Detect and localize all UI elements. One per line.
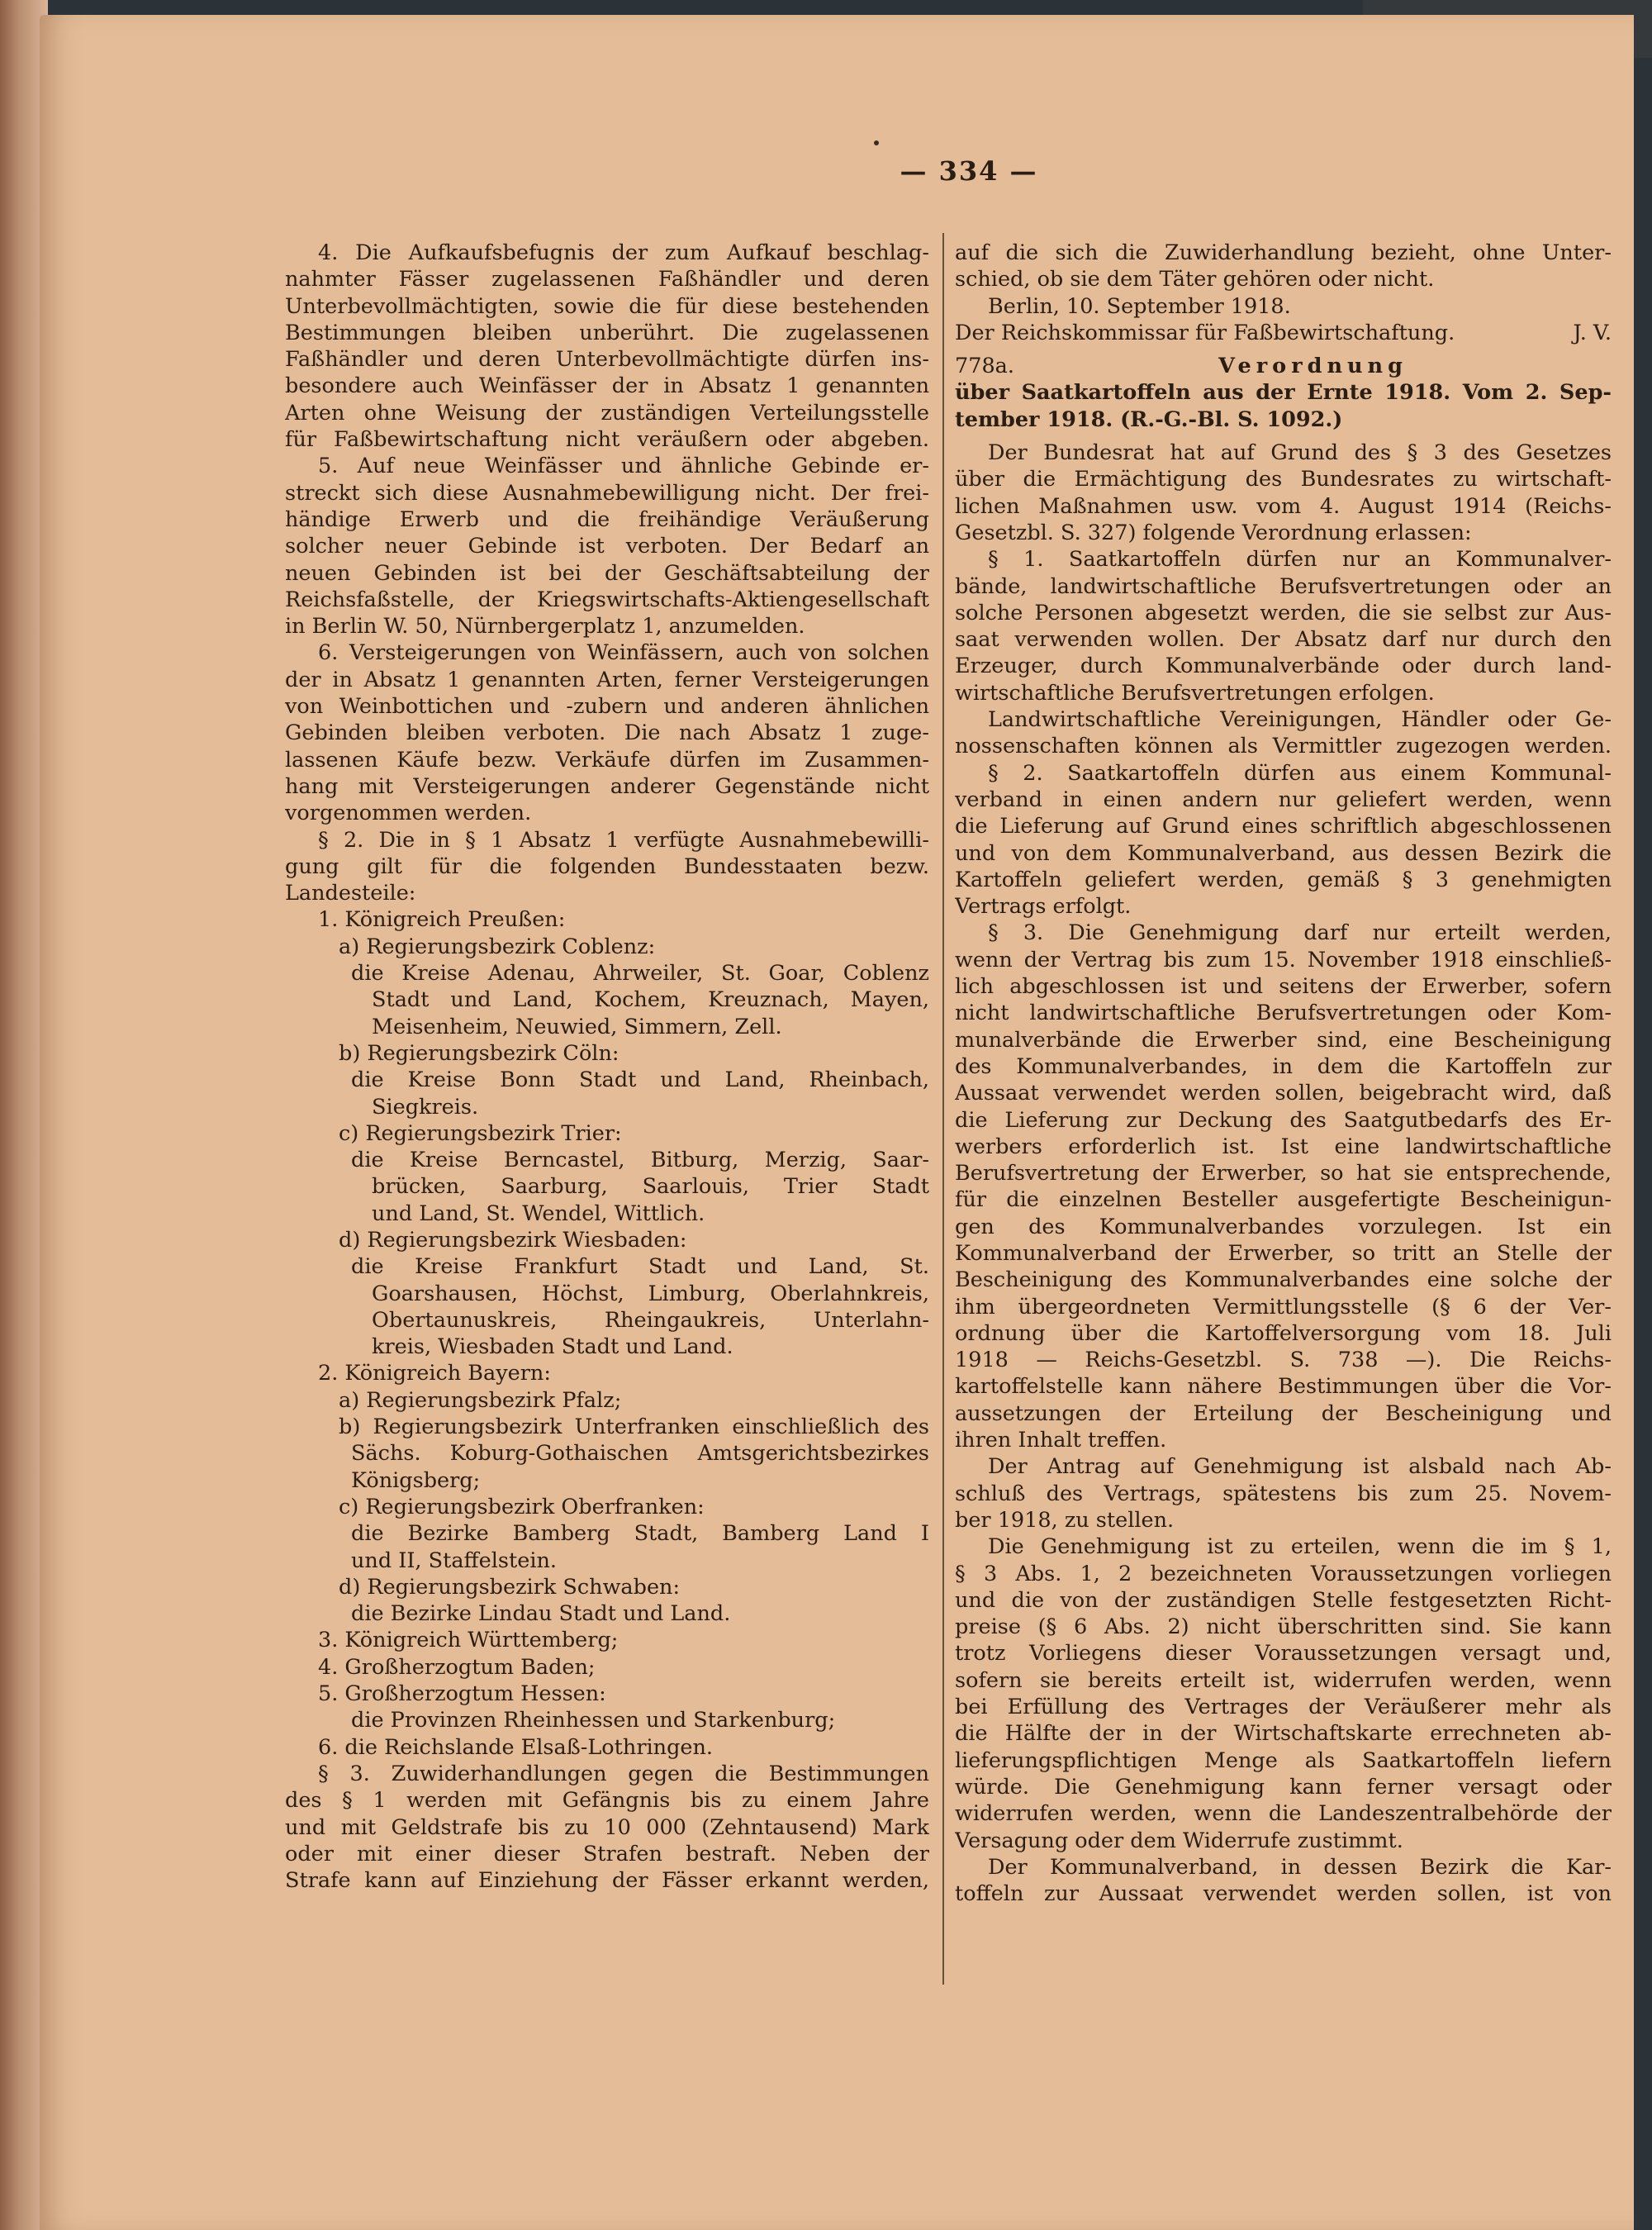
text-line: Faßhändler und deren Unterbevollmächtigte dürfen ins- [285,347,929,373]
text-line: Arten ohne Weisung der zuständigen Verteilungsstelle [285,400,929,426]
text-line: Siegkreis. [372,1094,479,1120]
text-line: wirtschaftliche Berufsvertretungen erfolgen. [955,680,1435,706]
text-line: des § 1 werden mit Gefängnis bis zu einem Jahre [285,1788,929,1814]
text-line: toffeln zur Aussaat verwendet werden sollen, ist von [955,1881,1612,1907]
text-line: über die Ermächtigung des Bundesrates zu wirtschaft- [955,467,1612,492]
list-heading: 5. Großherzogtum Hessen: [318,1681,606,1707]
text-line: die Kreise Bonn Stadt und Land, Rheinbach, [351,1067,929,1093]
text-line: in Berlin W. 50, Nürnbergerplatz 1, anzumelden. [285,614,805,640]
text-line: Königsberg; [351,1467,481,1493]
column-divider [942,233,944,1985]
text-line: des Kommunalverbandes, in dem die Kartoffeln zur [955,1053,1612,1079]
text-line: brücken, Saarburg, Saarlouis, Trier Stadt [372,1174,929,1200]
text-line: auf die sich die Zuwiderhandlung bezieht, ohne Unter- [955,240,1612,265]
text-line: 4. Die Aufkaufsbefugnis der zum Aufkauf beschlag- [318,240,929,265]
text-line: aussetzungen der Erteilung der Bescheinigung und [955,1400,1612,1426]
text-line: schied, ob sie dem Täter gehören oder nicht. [955,267,1435,292]
text-line: und II, Staffelstein. [351,1548,558,1573]
text-line: 1918 — Reichs-Gesetzbl. S. 738 —). Die Reichs- [955,1348,1612,1373]
list-item: a) Regierungsbezirk Coblenz: [339,934,656,959]
text-line: bände, landwirtschaftliche Berufsvertretungen oder an [955,573,1612,599]
list-heading: 6. die Reichslande Elsaß-Lothringen. [318,1734,714,1760]
text-line: Vertrags erfolgt. [955,894,1132,920]
text-line: wenn der Vertrag bis zum 15. November 1918 einschließ- [955,947,1612,972]
text-line: Strafe kann auf Einziehung der Fässer erkannt werden, [285,1868,929,1894]
text-line: gen des Kommunalverbandes vorzulegen. Ist ein [955,1214,1612,1239]
text-line: und Land, St. Wendel, Wittlich. [372,1201,705,1226]
text-line: ihm übergeordneten Vermittlungsstelle (§ 6 der Ver- [955,1294,1612,1319]
text-line: Der Bundesrat hat auf Grund des § 3 des Gesetzes [988,440,1612,466]
ordinance-title: Verordnung [1218,354,1408,379]
text-line: für Faßbewirtschaftung nicht veräußern oder abgeben. [285,427,929,453]
text-line: 5. Auf neue Weinfässer und ähnliche Gebinde er- [318,454,929,479]
text-line: Gebinden bleiben verboten. Die nach Absatz 1 zuge- [285,720,929,746]
list-heading: 1. Königreich Preußen: [318,907,566,933]
list-item: a) Regierungsbezirk Pfalz; [339,1387,622,1413]
list-item: c) Regierungsbezirk Oberfranken: [339,1494,705,1519]
text-line: Unterbevollmächtigten, sowie die für diese bestehenden [285,293,929,319]
text-line: gung gilt für die folgenden Bundesstaaten bezw. [285,853,929,879]
ordinance-number: 778a. [955,354,1014,379]
text-line: der in Absatz 1 genannten Arten, ferner Versteigerungen [285,667,929,692]
text-line: § 3 Abs. 1, 2 bezeichneten Voraussetzungen vorliegen [955,1561,1612,1586]
ordinance-subtitle: tember 1918. (R.-G.-Bl. S. 1092.) [955,407,1343,432]
text-line: bei Erfüllung des Vertrages der Veräußerer mehr als [955,1695,1612,1720]
text-line: Landesteile: [285,881,416,906]
signatory: Der Reichskommissar für Faßbewirtschaftung. [955,320,1455,345]
text-line: nahmter Fässer zugelassenen Faßhändler und deren [285,267,929,292]
text-line: und mit Geldstrafe bis zu 10 000 (Zehntausend) Mark [285,1814,929,1840]
text-line: lichen Maßnahmen usw. vom 4. August 1914 (Reichs- [955,493,1612,519]
text-line: trotz Vorliegens dieser Voraussetzungen versagt und, [955,1641,1612,1667]
text-line: nicht landwirtschaftliche Berufsvertretungen oder Kom- [955,1001,1612,1026]
text-line: hang mit Versteigerungen anderer Gegenstände nicht [285,773,929,799]
list-item: d) Regierungsbezirk Wiesbaden: [339,1227,687,1253]
text-line: die Kreise Berncastel, Bitburg, Merzig, Saar- [351,1148,929,1173]
text-line: lassenen Käufe bezw. Verkäufe dürfen im Zusammen- [285,747,929,773]
text-line: § 2. Die in § 1 Absatz 1 verfügte Ausnahmebewilli- [318,827,929,853]
text-line: § 1. Saatkartoffeln dürfen nur an Kommunalver- [988,547,1612,573]
text-line: Bestimmungen bleiben unberührt. Die zugelassenen [285,320,929,345]
text-line: widerrufen werden, wenn die Landeszentralbehörde der [955,1801,1612,1827]
list-item: c) Regierungsbezirk Trier: [339,1120,622,1146]
text-line: Versagung oder dem Widerrufe zustimmt. [955,1828,1403,1853]
text-line: Stadt und Land, Kochem, Kreuznach, Mayen, [372,987,929,1013]
text-line: solcher neuer Gebinde ist verboten. Der Bedarf an [285,534,929,559]
text-line: munalverbände die Erwerber sind, eine Bescheinigung [955,1027,1612,1053]
list-heading: 4. Großherzogtum Baden; [318,1654,596,1680]
ordinance-heading [955,353,1612,379]
text-line: die Lieferung auf Grund eines schriftlich abgeschlossenen [955,814,1612,839]
text-line: Obertaunuskreis, Rheingaukreis, Unterlahn- [372,1307,929,1333]
right-column [955,240,1612,1907]
text-line: die Kreise Adenau, Ahrweiler, St. Goar, Coblenz [351,961,929,987]
text-line: würde. Die Genehmigung kann ferner versagt oder [955,1774,1612,1800]
text-line: lich abgeschlossen ist und seitens der Erwerber, sofern [955,974,1612,1000]
text-line: ordnung über die Kartoffelversorgung vom 18. Juli [955,1320,1612,1346]
text-line: Sächs. Koburg-Gothaischen Amtsgerichtsbezirkes [351,1441,929,1467]
list-item: b) Regierungsbezirk Cöln: [339,1040,620,1066]
text-line: neuen Gebinden ist bei der Geschäftsabteilung der [285,560,929,586]
text-line: die Hälfte der in der Wirtschaftskarte errechneten ab- [955,1721,1612,1747]
text-line: saat verwenden wollen. Der Absatz darf nur durch den [955,627,1612,653]
ordinance-subtitle: über Saatkartoffeln aus der Ernte 1918. Vom 2. Sep- [955,380,1612,406]
text-line: Kartoffeln geliefert werden, gemäß § 3 genehmigten [955,867,1612,892]
text-line: preise (§ 6 Abs. 2) nicht überschritten sind. Sie kann [955,1614,1612,1640]
text-line: verband in einen andern nur geliefert werden, wenn [955,787,1612,812]
text-line: händige Erwerb und die freihändige Veräußerung [285,506,929,532]
list-heading: 3. Königreich Württemberg; [318,1628,619,1653]
signatory-initials: J. V. [1573,320,1612,345]
left-column [285,240,929,1894]
text-line: nossenschaften können als Vermittler zugezogen werden. [955,734,1612,759]
text-line: solche Personen abgesetzt werden, die sie selbst zur Aus- [955,600,1612,625]
text-line: von Weinbottichen und -zubern und anderen ähnlichen [285,694,929,720]
text-line: die Lieferung zur Deckung des Saatgutbedarfs des Er- [955,1107,1612,1133]
text-line: Reichsfaßstelle, der Kriegswirtschafts-Aktiengesellschaft [285,587,929,612]
text-line: Meisenheim, Neuwied, Simmern, Zell. [372,1014,782,1039]
text-line: Gesetzbl. S. 327) folgende Verordnung erlassen: [955,520,1472,545]
printer-mark [874,140,879,145]
text-line: die Kreise Frankfurt Stadt und Land, St. [351,1254,929,1280]
text-line: sofern sie bereits erteilt ist, widerrufen werden, wenn [955,1667,1612,1693]
text-line: Berufsvertretung der Erwerber, so hat sie entsprechende, [955,1161,1612,1186]
list-heading: 2. Königreich Bayern: [318,1361,551,1386]
text-line: oder mit einer dieser Strafen bestraft. Neben der [285,1841,929,1866]
text-line: und die von der zuständigen Stelle festgesetzten Richt- [955,1587,1612,1613]
text-line: die Bezirke Bamberg Stadt, Bamberg Land I [351,1521,929,1547]
text-line: § 3. Zuwiderhandlungen gegen die Bestimmungen [318,1761,929,1786]
text-line: Die Genehmigung ist zu erteilen, wenn die im § 1, [988,1534,1612,1560]
text-line: schluß des Vertrags, spätestens bis zum 25. Novem- [955,1481,1612,1506]
list-item: b) Regierungsbezirk Unterfranken einschließlich des [339,1415,929,1440]
text-line: Kommunalverband der Erwerber, so tritt an Stelle der [955,1240,1612,1266]
text-line: streckt sich diese Ausnahmebewilligung nicht. Der frei- [285,480,929,506]
text-line: Landwirtschaftliche Vereinigungen, Händler oder Ge- [988,707,1612,733]
list-item: d) Regierungsbezirk Schwaben: [339,1574,681,1600]
text-line: vorgenommen werden. [285,801,532,826]
text-line: § 2. Saatkartoffeln dürfen aus einem Kommunal- [988,760,1612,786]
text-line: kartoffelstelle kann nähere Bestimmungen über die Vor- [955,1374,1612,1400]
text-line: Der Kommunalverband, in dessen Bezirk die Kar- [988,1854,1612,1880]
text-line: Aussaat verwendet werden sollen, beigebracht wird, daß [955,1081,1612,1106]
text-line: kreis, Wiesbaden Stadt und Land. [372,1334,733,1360]
text-line: Goarshausen, Höchst, Limburg, Oberlahnkreis, [372,1281,929,1306]
text-line: 6. Versteigerungen von Weinfässern, auch von solchen [318,640,929,666]
text-line: werbers erforderlich ist. Ist eine landwirtschaftliche [955,1134,1612,1159]
page-number: — 334 — [900,155,1038,187]
text-line: Erzeuger, durch Kommunalverbände oder durch land- [955,654,1612,679]
text-line: die Provinzen Rheinhessen und Starkenburg; [351,1708,836,1733]
text-line: lieferungspflichtigen Menge als Saatkartoffeln liefern [955,1747,1612,1773]
text-line: § 3. Die Genehmigung darf nur erteilt werden, [988,920,1612,946]
text-line: die Bezirke Lindau Stadt und Land. [351,1601,731,1627]
text-line: Bescheinigung des Kommunalverbandes eine solche der [955,1267,1612,1293]
dateline: Berlin, 10. September 1918. [988,293,1291,319]
text-line: und von dem Kommunalverband, aus dessen Bezirk die [955,840,1612,866]
text-line: ihren Inhalt treffen. [955,1428,1167,1453]
text-line: besondere auch Weinfässer der in Absatz 1 genannten [285,373,929,399]
text-line: ber 1918, zu stellen. [955,1507,1175,1533]
text-line: Der Antrag auf Genehmigung ist alsbald nach Ab- [988,1454,1612,1480]
text-line: für die einzelnen Besteller ausgefertigte Bescheinigun- [955,1187,1612,1213]
signature-line [955,320,1612,346]
